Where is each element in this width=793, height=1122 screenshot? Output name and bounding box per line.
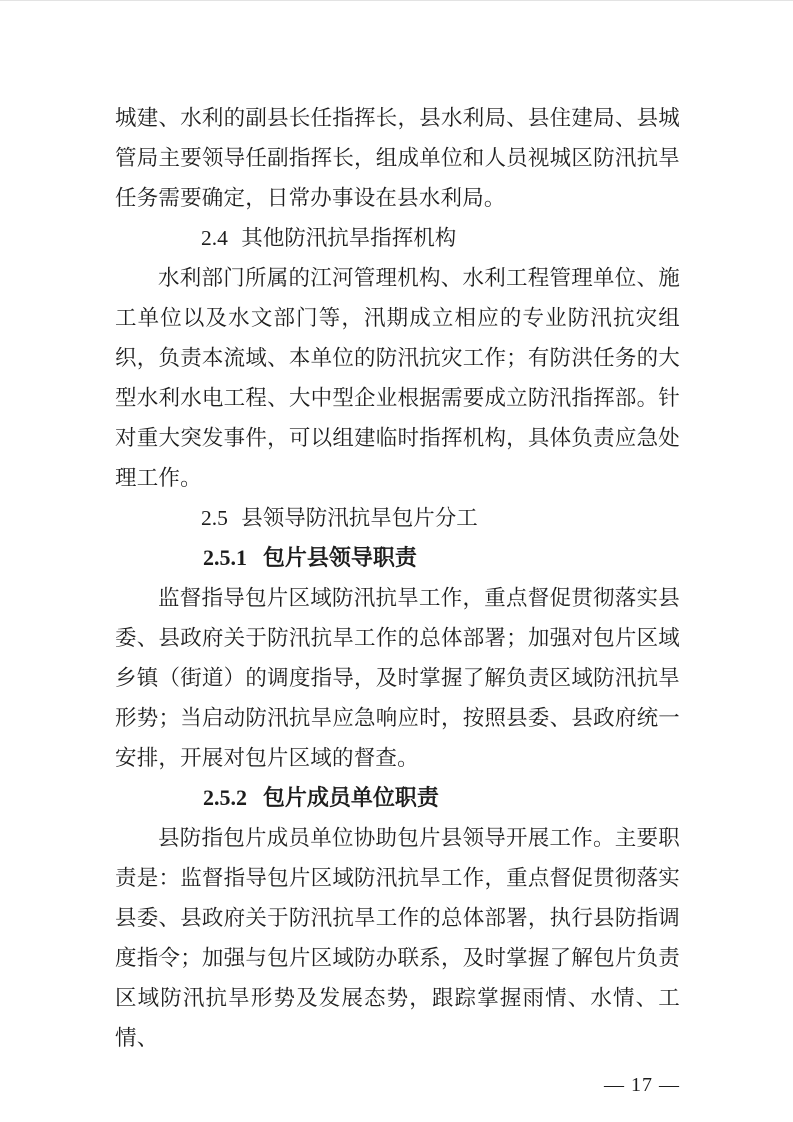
section-heading-2-5-2 [115,778,680,818]
paragraph-body-2-5-1: 监督指导包片区域防汛抗旱工作，重点督促贯彻落实县委、县政府关于防汛抗旱工作的总体部署；加强对包片区域乡镇（街道）的调度指导，及时掌握了解负责区域防汛抗旱形势；当启动防汛抗旱应急响应时，按照县委、县政府统一安排，开展对包片区域的督查。 [115,586,680,770]
section-number-2-5: 2.5 [201,506,228,530]
section-title-2-5-2: 包片成员单位职责 [262,785,439,810]
section-number-2-4: 2.4 [201,226,228,250]
section-title-2-5-1: 包片县领导职责 [262,545,417,570]
section-heading-2-5-1 [115,538,680,578]
paragraph-body-2-5-2: 县防指包片成员单位协助包片县领导开展工作。主要职责是：监督指导包片区域防汛抗旱工作，重点督促贯彻落实县委、县政府关于防汛抗旱工作的总体部署，执行县防指调度指令；加强与包片区域防办联系，及时掌握了解包片负责区域防汛抗旱形势及发展态势，跟踪掌握雨情、水情、工情、 [115,826,680,1050]
section-heading-2-4 [115,218,680,258]
section-number-2-5-2: 2.5.2 [203,785,247,810]
section-number-2-5-1: 2.5.1 [203,545,247,570]
paragraph-body-2-4: 水利部门所属的江河管理机构、水利工程管理单位、施工单位以及水文部门等，汛期成立相应的专业防汛抗灾组织，负责本流域、本单位的防汛抗灾工作；有防洪任务的大型水利水电工程、大中型企业根据需要成立防汛指挥部。针对重大突发事件，可以组建临时指挥机构，具体负责应急处理工作。 [115,266,680,490]
section-title-2-5: 县领导防汛抗旱包片分工 [241,506,478,530]
section-title-2-4: 其他防汛抗旱指挥机构 [241,226,457,250]
page-number: — 17 — [604,1074,680,1096]
paragraph-continued-from-previous-page: 城建、水利的副县长任指挥长，县水利局、县住建局、县城管局主要领导任副指挥长，组成单位和人员视城区防汛抗旱任务需要确定，日常办事设在县水利局。 [115,106,680,210]
section-heading-2-5 [115,498,680,538]
